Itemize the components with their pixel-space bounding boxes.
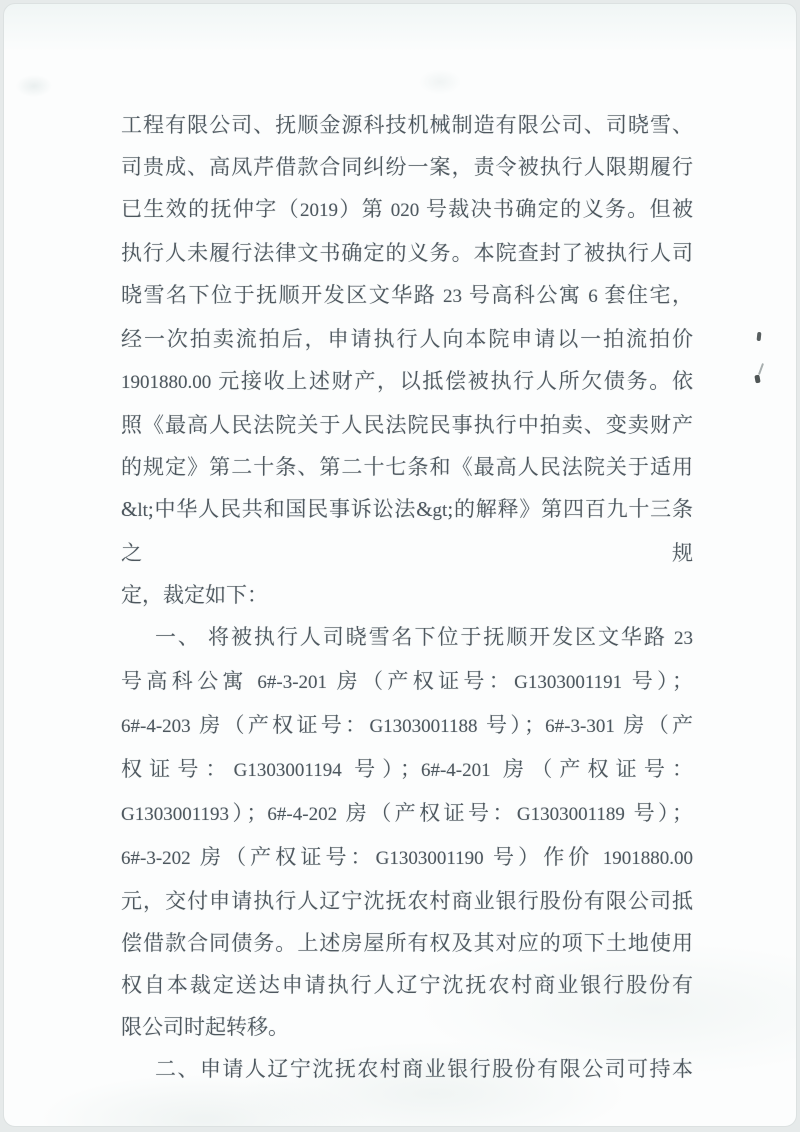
latin-run: G1303001190 [375, 848, 484, 869]
scanned-document-page [3, 3, 797, 1127]
latin-run: G1303001191 [514, 672, 623, 693]
text-line: 经一次拍卖流拍后，申请执行人向本院申请以一拍流拍价 [121, 327, 693, 351]
text-line: 照《最高人民法院关于人民法院民事执行中拍卖、变卖财产 [121, 413, 693, 437]
text-line: 号高科公寓 6#-3-201 房（产权证号：G1303001191 号）； [121, 669, 694, 693]
text-line: 司贵成、高凤芹借款合同纠纷一案，责令被执行人限期履行 [121, 155, 693, 179]
text-line: 6#-3-202 房（产权证号：G1303001190 号）作价 1901880.00 [121, 845, 693, 869]
latin-run: 6#-4-203 [121, 716, 191, 737]
latin-run: 23 [443, 286, 463, 307]
ink-speck [754, 375, 760, 384]
latin-run: 6#-4-202 [267, 804, 338, 825]
ink-speck [757, 332, 762, 341]
latin-run: 1901880.00 [602, 848, 693, 869]
latin-run: 6#-3-301 [545, 716, 615, 737]
text-line: 元，交付申请执行人辽宁沈抚农村商业银行股份有限公司抵 [121, 889, 693, 913]
text-line: 晓雪名下位于抚顺开发区文华路 23 号高科公寓 6 套住宅， [121, 283, 694, 307]
latin-run: 6#-3-201 [257, 672, 328, 693]
latin-run: G1303001188 [369, 716, 478, 737]
text-line: 偿借款合同债务。上述房屋所有权及其对应的项下土地使用 [121, 931, 693, 955]
ink-speck [758, 363, 764, 375]
text-line: 限公司时起转移。 [121, 1015, 289, 1039]
latin-run: 6#-3-202 [121, 848, 191, 869]
latin-run: 6#-4-201 [420, 760, 491, 781]
latin-run: G1303001194 [233, 760, 342, 781]
text-line: 已生效的抚仲字（2019）第 020 号裁决书确定的义务。但被 [121, 197, 693, 221]
text-line: 的规定》第二十条、第二十七条和《最高人民法院关于适用 [121, 455, 693, 479]
text-line-section-2: 二、申请人辽宁沈抚农村商业银行股份有限公司可持本 [155, 1057, 693, 1081]
text-line: 权证号：G1303001194 号）；6#-4-201 房（产权证号： [121, 757, 694, 781]
latin-run: lt [137, 500, 148, 521]
text-line: 定，裁定如下： [121, 583, 268, 607]
latin-run: 23 [674, 628, 693, 649]
latin-run: 2019 [300, 200, 338, 221]
latin-run: 020 [390, 200, 420, 221]
text-line: &lt;中华人民共和国民事诉讼法&gt;的解释》第四百九十三条之规 [121, 497, 693, 565]
document-body [121, 104, 693, 1090]
text-line: 权自本裁定送达申请执行人辽宁沈抚农村商业银行股份有 [121, 973, 693, 997]
latin-run: 6 [588, 286, 598, 307]
latin-run: gt [432, 500, 448, 521]
text-line: G1303001193）；6#-4-202 房（产权证号：G1303001189 号）； [121, 801, 694, 825]
text-line-section-1: 一、 将被执行人司晓雪名下位于抚顺开发区文华路 23 [155, 625, 693, 649]
latin-run: G1303001189 [516, 804, 625, 825]
latin-run: 1901880.00 [121, 372, 212, 393]
text-line: 工程有限公司、抚顺金源科技机械制造有限公司、司晓雪、 [121, 113, 693, 137]
text-line: 6#-4-203 房（产权证号：G1303001188 号）；6#-3-301 房（产 [121, 713, 694, 737]
text-line: 1901880.00 元接收上述财产，以抵偿被执行人所欠债务。依 [121, 369, 693, 393]
latin-run: G1303001193 [121, 804, 230, 825]
text-line: 执行人未履行法律文书确定的义务。本院查封了被执行人司 [121, 241, 693, 265]
